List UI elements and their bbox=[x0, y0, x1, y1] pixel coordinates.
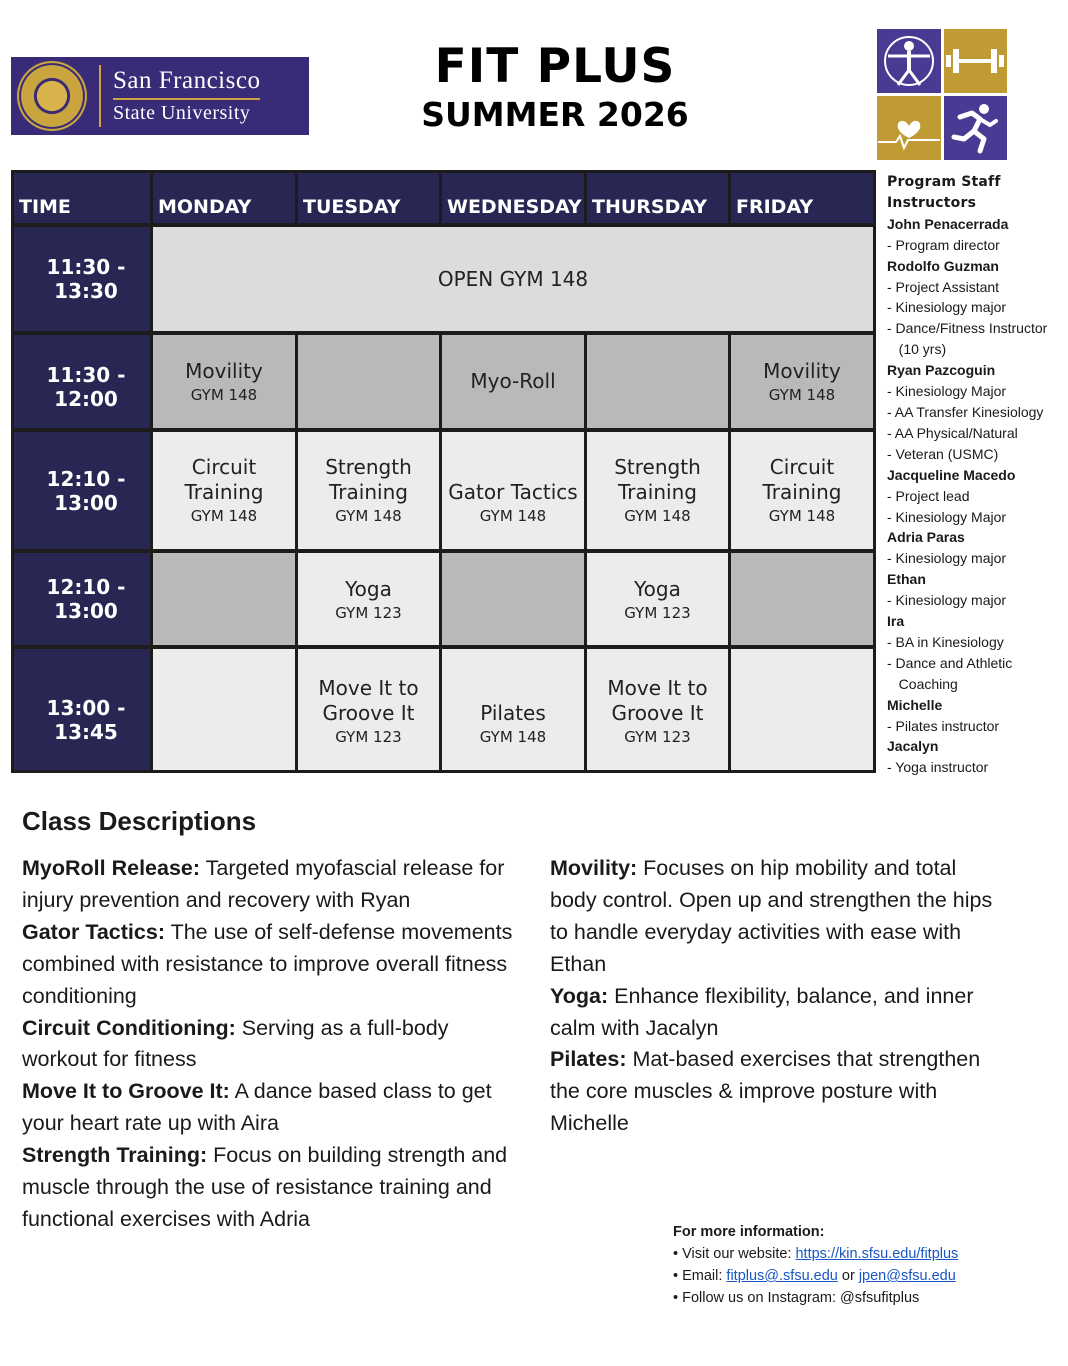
logo-divider bbox=[99, 65, 101, 127]
description-term: Pilates: bbox=[550, 1047, 627, 1072]
class-cell bbox=[153, 432, 295, 549]
header-thursday: THURSDAY bbox=[587, 173, 728, 223]
description-text: Mat-based exercises that strengthen the core muscles & improve posture with Michelle bbox=[550, 1047, 981, 1136]
description-term: Circuit Conditioning: bbox=[22, 1015, 236, 1040]
staff-role: - Program director bbox=[887, 236, 1000, 253]
class-cell bbox=[442, 432, 584, 549]
email-link-jpen[interactable]: jpen@sfsu.edu bbox=[858, 1268, 956, 1284]
instagram-line: • Follow us on Instagram: @sfsufitplus bbox=[673, 1290, 920, 1306]
class-description bbox=[22, 1140, 527, 1236]
class-description bbox=[550, 981, 1000, 1045]
open-gym-cell bbox=[153, 227, 873, 331]
staff-name: Ryan Pazcoguin bbox=[887, 362, 996, 379]
class-cell bbox=[442, 335, 584, 428]
schedule-table bbox=[11, 170, 876, 773]
class-room: GYM 148 bbox=[335, 507, 402, 525]
description-text: Serving as a full-body workout for fitness bbox=[22, 1015, 449, 1072]
empty-cell bbox=[587, 335, 728, 428]
description-term: Move It to Groove It: bbox=[22, 1079, 230, 1104]
logo-text bbox=[113, 68, 260, 123]
time-cell: 11:30 - 13:30 bbox=[14, 227, 150, 331]
email-link-fitplus[interactable]: fitplus@.sfsu.edu bbox=[726, 1268, 838, 1284]
email-or: or bbox=[837, 1268, 859, 1284]
staff-role: - AA Transfer Kinesiology bbox=[887, 403, 1044, 420]
staff-role: - Yoga instructor bbox=[887, 759, 989, 776]
class-name: Myo-Roll bbox=[470, 369, 556, 393]
class-room: GYM 148 bbox=[479, 507, 547, 525]
staff-name: Michelle bbox=[887, 696, 943, 713]
class-name: Gator Tactics bbox=[448, 480, 578, 504]
class-name: Strength Training bbox=[325, 455, 412, 504]
class-name: Circuit Training bbox=[762, 455, 842, 504]
runner-icon bbox=[944, 96, 1008, 160]
description-text: Enhance flexibility, balance, and inner calm with Jacalyn bbox=[550, 983, 974, 1040]
class-name: Pilates bbox=[480, 701, 546, 725]
class-description bbox=[550, 853, 1000, 981]
class-description bbox=[22, 917, 527, 1013]
class-name: Strength Training bbox=[614, 455, 701, 504]
staff-role: - Dance/Fitness Instructor bbox=[887, 320, 1048, 337]
staff-name: Jacalyn bbox=[887, 738, 939, 755]
header-time: TIME bbox=[14, 173, 150, 223]
class-cell bbox=[731, 432, 873, 549]
class-room: GYM 148 bbox=[190, 386, 258, 404]
class-description bbox=[22, 853, 527, 917]
description-term: Movility: bbox=[550, 856, 638, 880]
staff-role: Coaching bbox=[887, 675, 958, 692]
class-room: GYM 148 bbox=[479, 728, 547, 746]
staff-name: Rodolfo Guzman bbox=[887, 257, 999, 274]
logo-line-1: San Francisco bbox=[113, 68, 260, 99]
staff-role: - Kinesiology major bbox=[887, 592, 1007, 609]
sfsu-logo bbox=[11, 57, 309, 135]
class-name: Movility bbox=[185, 359, 263, 383]
class-room: GYM 123 bbox=[624, 603, 691, 622]
class-cell bbox=[587, 432, 728, 549]
staff-role: - AA Physical/Natural bbox=[887, 424, 1018, 441]
staff-list bbox=[887, 214, 1068, 778]
description-text: Focuses on hip mobility and total body control. Open up and strengthen the hips to handle everyday activities with ease with Ethan bbox=[550, 856, 993, 976]
time-cell: 13:00 - 13:45 bbox=[14, 649, 150, 770]
contact-info bbox=[673, 1221, 958, 1309]
class-room: GYM 148 bbox=[190, 507, 258, 525]
descriptions-left-column bbox=[22, 853, 527, 1236]
barbell-icon bbox=[944, 29, 1008, 93]
staff-name: Adria Paras bbox=[887, 529, 965, 546]
descriptions-right-column bbox=[550, 853, 1000, 1140]
website-line bbox=[673, 1243, 958, 1265]
empty-cell bbox=[731, 649, 873, 770]
title-main: FIT PLUS bbox=[434, 39, 676, 94]
class-cell bbox=[731, 335, 873, 428]
class-name: Movility bbox=[763, 359, 841, 383]
description-text: The use of self-defense movements combined with resistance to improve overall fitness conditioning bbox=[22, 919, 513, 1008]
class-room: GYM 148 bbox=[768, 386, 836, 404]
email-prefix: • Email: bbox=[673, 1268, 727, 1284]
class-name: Circuit Training bbox=[184, 455, 264, 504]
description-text: Targeted myofascial release for injury prevention and recovery with Ryan bbox=[22, 856, 505, 912]
class-name: Yoga bbox=[345, 576, 392, 601]
class-room: GYM 123 bbox=[624, 728, 691, 746]
time-cell: 12:10 - 13:00 bbox=[14, 553, 150, 645]
staff-name: John Penacerrada bbox=[887, 215, 1009, 232]
staff-role: - Pilates instructor bbox=[887, 717, 1000, 734]
class-cell bbox=[442, 649, 584, 770]
header-wednesday: WEDNESDAY bbox=[442, 173, 584, 223]
website-prefix: • Visit our website: bbox=[673, 1246, 796, 1262]
staff-role: (10 yrs) bbox=[887, 341, 947, 358]
staff-heading: Program Staff bbox=[887, 174, 1001, 190]
staff-role: - Dance and Athletic bbox=[887, 654, 1013, 671]
description-term: Strength Training: bbox=[22, 1143, 208, 1168]
staff-name: Jacqueline Macedo bbox=[887, 466, 1016, 483]
description-term: Gator Tactics: bbox=[22, 919, 165, 944]
header-monday: MONDAY bbox=[153, 173, 295, 223]
page-title bbox=[390, 39, 720, 135]
class-descriptions-title: Class Descriptions bbox=[22, 806, 257, 836]
empty-cell bbox=[442, 553, 584, 645]
staff-role: - Kinesiology Major bbox=[887, 508, 1007, 525]
info-heading: For more information: bbox=[673, 1224, 825, 1240]
website-link[interactable]: https://kin.sfsu.edu/fitplus bbox=[795, 1246, 959, 1262]
fitness-icon-grid bbox=[877, 29, 1007, 160]
class-description bbox=[550, 1044, 1000, 1140]
empty-cell bbox=[153, 649, 295, 770]
staff-role: - Veteran (USMC) bbox=[887, 445, 999, 462]
header-tuesday: TUESDAY bbox=[298, 173, 439, 223]
empty-cell bbox=[153, 553, 295, 645]
instructors-heading: Instructors bbox=[887, 194, 977, 211]
staff-role: - Kinesiology major bbox=[887, 550, 1007, 567]
title-sub: SUMMER 2026 bbox=[421, 95, 689, 135]
heart-pulse-icon bbox=[877, 96, 941, 160]
staff-role: - Kinesiology major bbox=[887, 299, 1007, 316]
staff-name: Ira bbox=[887, 613, 905, 630]
class-name: Move It to Groove It bbox=[318, 676, 419, 725]
class-cell bbox=[153, 335, 295, 428]
description-text: A dance based class to get your heart rate up with Aira bbox=[22, 1079, 492, 1136]
class-cell bbox=[298, 432, 439, 549]
class-description bbox=[22, 1076, 527, 1140]
empty-cell bbox=[731, 553, 873, 645]
staff-role: - Kinesiology Major bbox=[887, 383, 1007, 400]
description-text: Focus on building strength and muscle through the use of resistance training and functional exercises with Adria bbox=[22, 1143, 508, 1231]
class-cell bbox=[587, 649, 728, 770]
class-name: Yoga bbox=[634, 576, 681, 601]
program-staff bbox=[887, 172, 1068, 778]
staff-role: - Project lead bbox=[887, 487, 970, 504]
class-room: GYM 148 bbox=[624, 507, 691, 525]
class-room: GYM 148 bbox=[768, 507, 836, 525]
vitruvian-man-icon bbox=[877, 29, 941, 93]
university-seal-icon bbox=[17, 61, 87, 131]
description-term: MyoRoll Release: bbox=[22, 856, 201, 880]
class-room: GYM 123 bbox=[335, 728, 402, 746]
logo-line-2: State University bbox=[113, 101, 251, 124]
class-room: GYM 123 bbox=[335, 603, 402, 622]
time-cell: 12:10 - 13:00 bbox=[14, 432, 150, 549]
staff-role: - BA in Kinesiology bbox=[887, 633, 1004, 650]
staff-name: Ethan bbox=[887, 571, 926, 588]
class-cell bbox=[298, 649, 439, 770]
header-friday: FRIDAY bbox=[731, 173, 873, 223]
open-gym-label: OPEN GYM 148 bbox=[437, 266, 589, 291]
description-term: Yoga: bbox=[550, 983, 609, 1008]
time-cell: 11:30 - 12:00 bbox=[14, 335, 150, 428]
class-cell bbox=[298, 553, 439, 645]
class-name: Move It to Groove It bbox=[607, 676, 708, 725]
empty-cell bbox=[298, 335, 439, 428]
class-cell bbox=[587, 553, 728, 645]
email-line bbox=[673, 1265, 958, 1287]
class-description bbox=[22, 1013, 527, 1077]
staff-role: - Project Assistant bbox=[887, 278, 1000, 295]
